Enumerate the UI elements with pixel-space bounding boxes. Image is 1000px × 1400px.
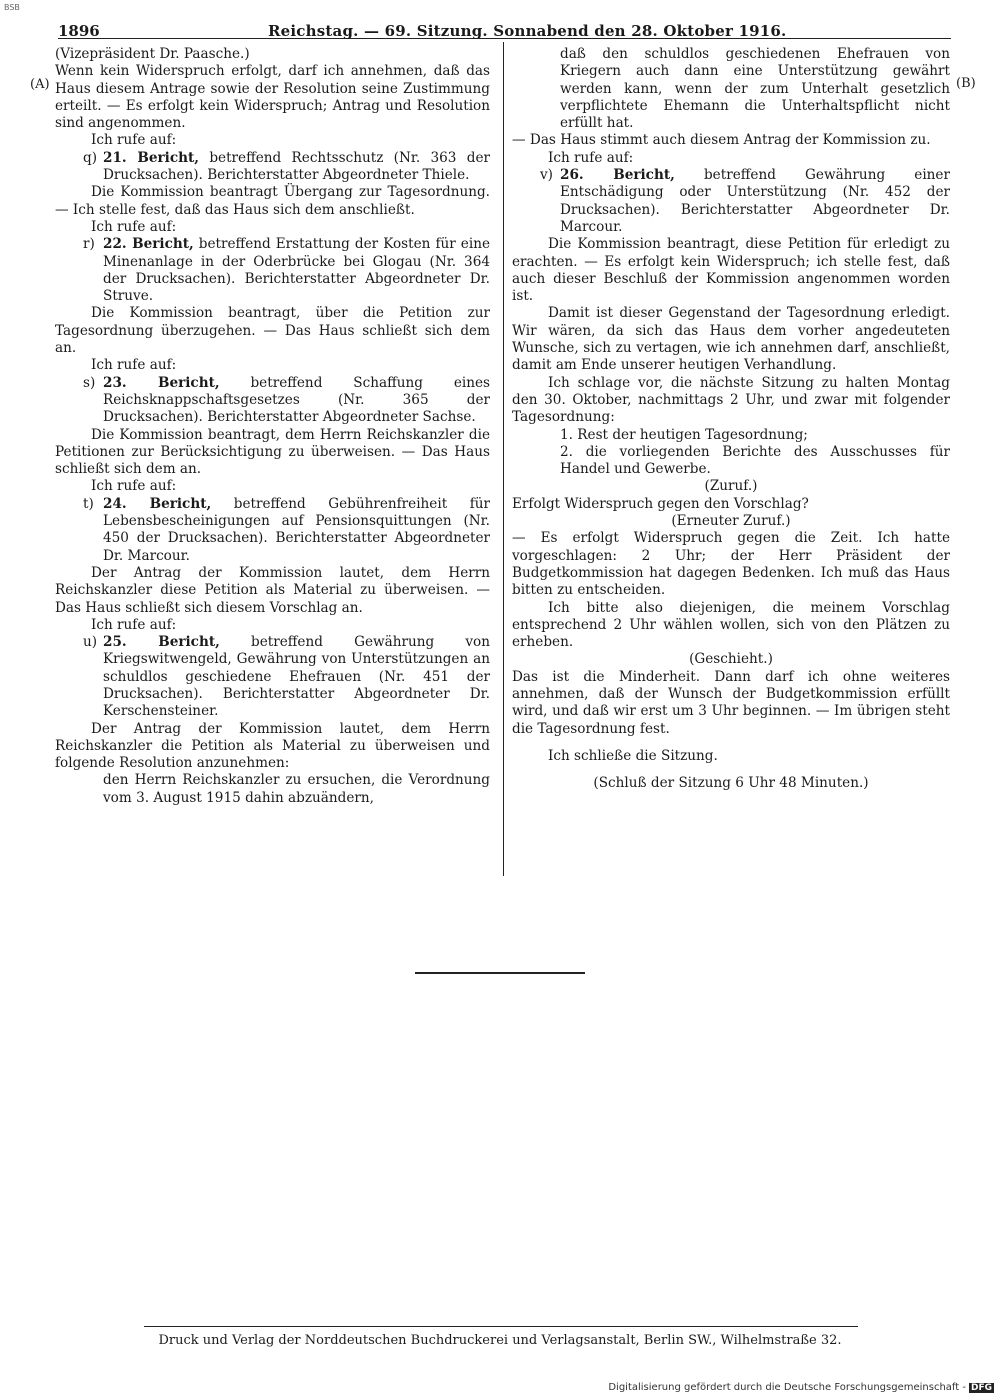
call-line: Ich rufe auf:: [91, 218, 177, 235]
page-header: [58, 14, 951, 39]
list-item: 2. die vorliegenden Berichte des Ausschusses für Handel und Gewerbe.: [560, 443, 950, 478]
agenda-item-u: u) 25. Bericht, betreffend Gewährung von Kriegswitwengeld, Gewährung von Unterstützungen an schuldlos geschiedene Ehefrauen (Nr. 451 der Drucksachen). Berichterstatter Abgeordneter Dr. Kerschensteiner.: [83, 634, 490, 720]
paragraph: Der Antrag der Kommission lautet, dem Herrn Reichskanzler die Petition als Material zu überweisen und folgende Resolution anzunehmen:: [55, 720, 490, 772]
interjection: (Geschieht.): [689, 651, 773, 668]
margin-mark-a: (A): [30, 77, 50, 92]
paragraph: Wenn kein Widerspruch erfolgt, darf ich annehmen, daß das Haus diesem Antrage sowie der Resolution seine Zustimmung erteilt. — Es erfolgt kein Widerspruch; Antrag und Resolution sind angenommen.: [55, 63, 490, 132]
agenda-item-q: q) 21. Bericht, betreffend Rechtsschutz (Nr. 363 der Drucksachen). Berichterstatter Abgeordneter Thiele.: [83, 149, 490, 184]
agenda-item-s: s) 23. Bericht, betreffend Schaffung eines Reichsknappschaftsgesetzes (Nr. 365 der Drucksachen). Berichterstatter Abgeordneter Sachse.: [83, 374, 490, 426]
call-line: Ich rufe auf:: [548, 149, 634, 166]
paragraph: — Das Haus stimmt auch diesem Antrag der Kommission zu.: [512, 132, 931, 149]
left-column: [55, 46, 490, 807]
closing-line: Ich schließe die Sitzung.: [548, 747, 718, 764]
footer-rule: [144, 1326, 858, 1327]
call-line: Ich rufe auf:: [91, 132, 177, 149]
printer-footer: Druck und Verlag der Norddeutschen Buchdruckerei und Verlagsanstalt, Berlin SW., Wilhelmstraße 32.: [158, 1333, 842, 1348]
library-mark: BSB: [4, 3, 20, 12]
agenda-list: [512, 427, 950, 479]
resolution-text: den Herrn Reichskanzler zu ersuchen, die Verordnung vom 3. August 1915 dahin abzuändern,: [103, 772, 490, 806]
call-line: Ich rufe auf:: [91, 478, 177, 495]
paragraph: Damit ist dieser Gegenstand der Tagesordnung erledigt. Wir wären, da sich das Haus dem vorher angedeuteten Wunsche, sich zu vertagen, wie ich annehmen darf, anschließt, damit am Ende unserer heutigen Verhandlung.: [512, 305, 950, 374]
paragraph: Ich bitte also diejenigen, die meinem Vorschlag entsprechend 2 Uhr wählen wollen, sich von den Plätzen zu erheben.: [512, 599, 950, 651]
paragraph: Erfolgt Widerspruch gegen den Vorschlag?: [512, 495, 809, 512]
agenda-item-r: r) 22. Bericht, betreffend Erstattung der Kosten für eine Minenanlage in der Oderbrücke bei Glogau (Nr. 364 der Drucksachen). Berichterstatter Abgeordneter Dr. Struve.: [83, 236, 490, 305]
interjection: (Erneuter Zuruf.): [671, 513, 791, 530]
paragraph: Das ist die Minderheit. Dann darf ich ohne weiteres annehmen, daß der Wunsch der Budgetkommission erfüllt wird, und daß wir erst um 3 Uhr beginnen. — Im übrigen steht die Tagesordnung fest.: [512, 668, 950, 737]
agenda-item-v: v) 26. Bericht, betreffend Gewährung einer Entschädigung oder Unterstützung (Nr. 452 der Drucksachen). Berichterstatter Abgeordneter Dr. Marcour.: [540, 167, 950, 235]
call-line: Ich rufe auf:: [91, 357, 177, 374]
paragraph: Die Kommission beantragt, über die Petition zur Tagesordnung überzugehen. — Das Haus schließt sich dem an.: [55, 305, 490, 357]
digitization-note: Digitalisierung gefördert durch die Deutsche Forschungsgemeinschaft - DFG: [608, 1382, 992, 1393]
paragraph: Der Antrag der Kommission lautet, dem Herrn Reichskanzler diese Petition als Material zu überweisen. — Das Haus schließt sich diesem Vorschlag an.: [55, 564, 490, 616]
agenda-item-t: t) 24. Bericht, betreffend Gebührenfreiheit für Lebensbescheinigungen auf Pensionsquittungen (Nr. 450 der Drucksachen). Berichterstatter Abgeordneter Dr. Marcour.: [83, 495, 490, 564]
dfg-logo: DFG: [970, 1383, 992, 1393]
paragraph: Ich schlage vor, die nächste Sitzung zu halten Montag den 30. Oktober, nachmittags 2 Uhr, und zwar mit folgender Tagesordnung:: [512, 374, 950, 426]
list-item: 1. Rest der heutigen Tagesordnung;: [560, 426, 808, 443]
speaker-note: (Vizepräsident Dr. Paasche.): [55, 46, 250, 62]
end-rule: [415, 972, 585, 974]
paragraph: Die Kommission beantragt, dem Herrn Reichskanzler die Petitionen zur Berücksichtigung zu überweisen. — Das Haus schließt sich dem an.: [55, 426, 490, 478]
running-title: Reichstag. — 69. Sitzung. Sonnabend den 28. Oktober 1916.: [268, 22, 787, 40]
paragraph: Die Kommission beantragt Übergang zur Tagesordnung. — Ich stelle fest, daß das Haus sich dem anschließt.: [55, 184, 490, 218]
paragraph: — Es erfolgt Widerspruch gegen die Zeit. Ich hatte vorgeschlagen: 2 Uhr; der Herr Präsident der Budgetkommission hat dagegen Bedenken. Ich muß das Haus bitten zu entscheiden.: [512, 530, 950, 599]
page-number: 1896: [58, 22, 100, 40]
column-divider: [503, 42, 504, 876]
paragraph: Die Kommission beantragt, diese Petition für erledigt zu erachten. — Es erfolgt kein Widerspruch; ich stelle fest, daß auch dieser Beschluß der Kommission angenommen worden ist.: [512, 236, 950, 305]
call-line: Ich rufe auf:: [91, 616, 177, 633]
right-column: [512, 46, 950, 792]
resolution-text: daß den schuldlos geschiedenen Ehefrauen von Kriegern auch dann eine Unterstützung gewährt werden kann, wenn der zum Unterhalt gesetzlich verpflichtete Ehemann die Unterhaltspflicht nicht erfüllt hat.: [560, 46, 950, 132]
interjection: (Zuruf.): [704, 478, 758, 495]
session-end: (Schluß der Sitzung 6 Uhr 48 Minuten.): [593, 775, 869, 792]
margin-mark-b: (B): [956, 76, 976, 91]
